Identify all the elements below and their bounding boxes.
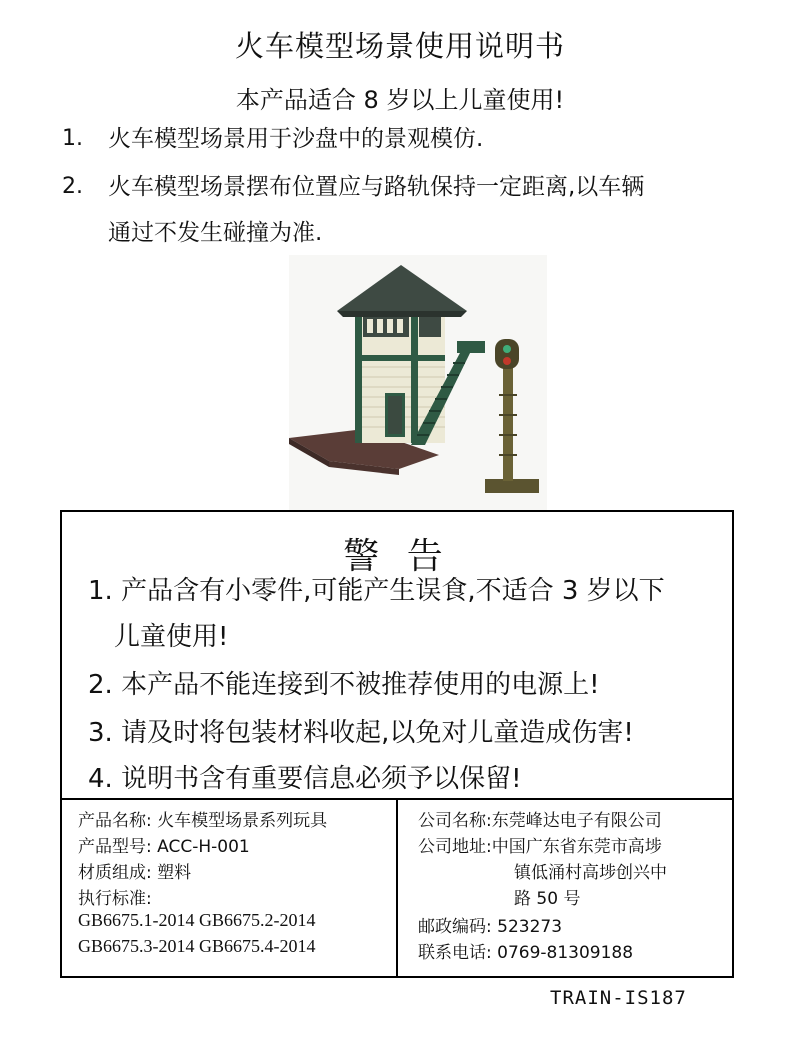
info-section: [62, 798, 732, 978]
company-postcode: 邮政编码: 523273: [418, 917, 563, 937]
instruction-number-2: 2.: [62, 174, 83, 199]
warning-title: 警 告: [343, 536, 451, 577]
page-title: 火车模型场景使用说明书: [234, 29, 565, 63]
warning-item-1-continued: 儿童使用!: [114, 622, 229, 652]
warning-item-3: 3. 请及时将包装材料收起,以免对儿童造成伤害!: [88, 718, 634, 748]
warning-box: [60, 510, 734, 978]
standards-line-1: GB6675.1-2014 GB6675.2-2014: [78, 910, 316, 930]
product-model: 产品型号: ACC-H-001: [78, 837, 250, 857]
document-code: TRAIN-IS187: [550, 987, 687, 1009]
product-photo: [289, 255, 547, 510]
standards-line-2: GB6675.3-2014 GB6675.4-2014: [78, 936, 316, 956]
company-address-line-2: 镇低涌村高埗创兴中: [514, 863, 667, 883]
company-info: [396, 800, 732, 978]
company-address-line-3: 路 50 号: [514, 889, 581, 909]
instruction-2-line-2: 通过不发生碰撞为准.: [108, 220, 323, 246]
age-notice: 本产品适合 8 岁以上儿童使用!: [235, 86, 565, 114]
company-address-line-1: 公司地址:中国广东省东莞市高埗: [418, 837, 662, 857]
signal-tower-model-icon: [289, 255, 547, 510]
warning-item-4: 4. 说明书含有重要信息必须予以保留!: [88, 764, 522, 794]
warning-item-2: 2. 本产品不能连接到不被推荐使用的电源上!: [88, 670, 600, 700]
warning-item-1: 1. 产品含有小零件,可能产生误食,不适合 3 岁以下: [88, 576, 665, 606]
instruction-1-line-1: 火车模型场景用于沙盘中的景观模仿.: [108, 126, 484, 152]
company-phone: 联系电话: 0769-81309188: [418, 943, 634, 963]
instruction-2-line-1: 火车模型场景摆布位置应与路轨保持一定距离,以车辆: [108, 174, 645, 200]
standard-label: 执行标准:: [78, 889, 152, 909]
product-material: 材质组成: 塑料: [78, 863, 192, 883]
instruction-number-1: 1.: [62, 126, 83, 151]
company-name: 公司名称:东莞峰达电子有限公司: [418, 811, 662, 831]
product-name: 产品名称: 火车模型场景系列玩具: [78, 811, 328, 831]
